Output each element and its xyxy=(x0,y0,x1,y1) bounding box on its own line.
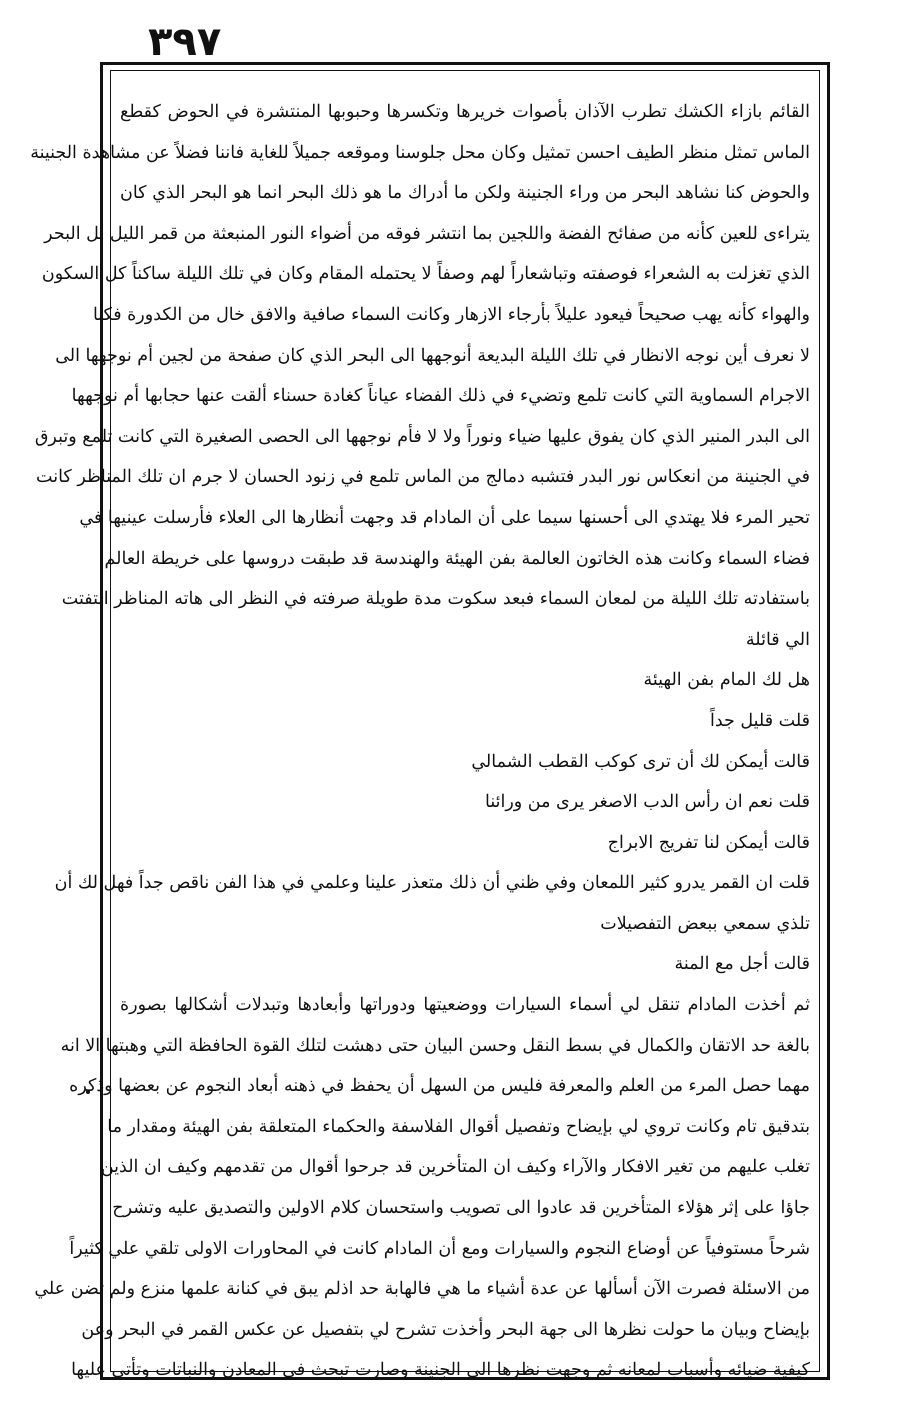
text-line: الذي تغزلت به الشعراء فوصفته وتباشعاراً لهم وصفاً لا يحتمله المقام وكان في تلك الليلة ساكناً كل السكون xyxy=(41,264,810,285)
text-line: باستفادته تلك الليلة من لمعان السماء فبعد سكوت مدة طويلة صرفته في النظر الى هاته المناظر التفتت xyxy=(61,589,810,610)
page-number: ٣٩٧ xyxy=(148,19,222,65)
dialogue-line: قالت أجل مع المنة xyxy=(674,954,810,975)
text-line: تغلب عليهم من تغير الافكار والآراء وكيف ان المتأخرين قد جرحوا أقوال من تقدمهم وكيف ان الذين xyxy=(100,1157,810,1178)
text-line: فضاء السماء وكانت هذه الخاتون العالمة بفن الهيئة والهندسة قد طبقت دروسها على خريطة العالم xyxy=(104,548,810,569)
text-line: الى البدر المنير الذي كان يفوق عليها ضياء ونوراً ولا لا فأم نوجهها الى الحصى الصغيرة التي كانت تلمع وتبرق xyxy=(34,426,810,447)
dialogue-line: قالت أيمكن لك أن ترى كوكب القطب الشمالي xyxy=(471,751,810,772)
text-line: والهواء كأنه يهب صحيحاً فيعود عليلاً بأرجاء الازهار وكانت السماء صافية والافق خال من الكدورة فكنا xyxy=(92,304,810,325)
page-body xyxy=(30,92,818,1381)
text-line: بالغة حد الاتقان والكمال في بسط النقل وحسن البيان حتى دهشت لتلك القوة الحافظة التي وهبتها الا انه xyxy=(60,1035,810,1056)
dialogue-line: تلذي سمعي ببعض التفصيلات xyxy=(600,913,810,934)
text-line: والحوض كنا نشاهد البحر من وراء الجنينة ولكن ما أدراك ما هو ذلك البحر انما هو البحر الذي كان xyxy=(120,183,810,204)
dialogue-line: الي قائلة xyxy=(745,629,810,650)
text-line: في الجنينة من انعكاس نور البدر فتشبه دمالج من الماس تلمع في زنود الحسان لا جرم ان تلك المناظر كانت xyxy=(36,467,810,488)
text-line: لا نعرف أين نوجه الانظار في تلك الليلة البديعة أنوجهها الى البحر الذي كان صفحة من لجين أم نوجهها الى xyxy=(55,345,810,366)
text-line: تحير المرء فلا يهتدي الى أحسنها سيما على أن المادام قد وجهت أنظارها الى العلاء فأرسلت عينيها في xyxy=(79,507,810,528)
text-line: الماس تمثل منظر الطيف احسن تمثيل وكان محل جلوسنا وموقعه جميلاً للغاية فاننا فضلاً عن مشاهدة الجنينة xyxy=(30,142,810,163)
text-line: القائم بازاء الكشك تطرب الآذان بأصوات خريرها وتكسرها وحبوبها المنتشرة في الحوض كقطع xyxy=(120,102,810,122)
text-line: من الاسئلة فصرت الآن أسألها عن عدة أشياء ما هي فالهابة حد اذلم يبق في كنانة علمها منزع ولم تضن علي xyxy=(34,1279,810,1300)
text-line: مهما حصل المرء من العلم والمعرفة فليس من السهل أن يحفظ في ذهنه أبعاد النجوم عن بعضها وذكره xyxy=(69,1076,810,1097)
text-line: الاجرام السماوية التي كانت تلمع وتضيء في ذلك الفضاء عياناً كغادة حسناء ألقت عنها حجابها أم نوجهها xyxy=(71,386,810,407)
text-line: يتراءى للعين كأنه من صفائح الفضة واللجين بما انتشر فوقه من أضواء النور المنبعثة من قمر الليل بل البحر xyxy=(44,223,810,244)
text-line: بتدقيق تام وكانت تروي لي بإيضاح وتفصيل أقوال الفلاسفة والحكماء المتعلقة بفن الهيئة ومقدار ما xyxy=(107,1116,810,1137)
dialogue-line: هل لك المام بفن الهيئة xyxy=(643,670,810,691)
dialogue-line: قالت أيمكن لنا تفريج الابراج xyxy=(607,832,810,853)
dialogue-line: قلت قليل جداً xyxy=(709,710,810,731)
text-line: جاؤا على إثر هؤلاء المتأخرين قد عادوا الى تصويب واستحسان كلام الاولين والتصديق عليه وتشرح xyxy=(112,1198,810,1219)
text-line: ثم أخذت المادام تنقل لي أسماء السيارات ووضعيتها ودوراتها وأبعادها وتبدلات أشكالها بصورة xyxy=(120,995,810,1016)
dialogue-line: قلت ان القمر يدرو كثير اللمعان وفي ظني أن ذلك متعذر علينا وعلمي في هذا الفن ناقص جداً فهل لك أن xyxy=(54,873,810,894)
text-line: شرحاً مستوفياً عن أوضاع النجوم والسيارات ومع أن المادام كانت في المحاورات الاولى تلقي علي كثيراً xyxy=(69,1238,810,1259)
text-line: بإيضاح وبيان ما حولت نظرها الى جهة البحر وأخذت تشرح لي بتفصيل عن عكس القمر في البحر وعن xyxy=(81,1319,810,1340)
text-line: كيفية ضيائه وأسباب لمعانه ثم وجهت نظرها الى الجنينة وصارت تبحث في المعادن والنباتات وتأتي عليها xyxy=(71,1360,810,1381)
dialogue-line: قلت نعم ان رأس الدب الاصغر يرى من ورائنا xyxy=(484,792,810,813)
